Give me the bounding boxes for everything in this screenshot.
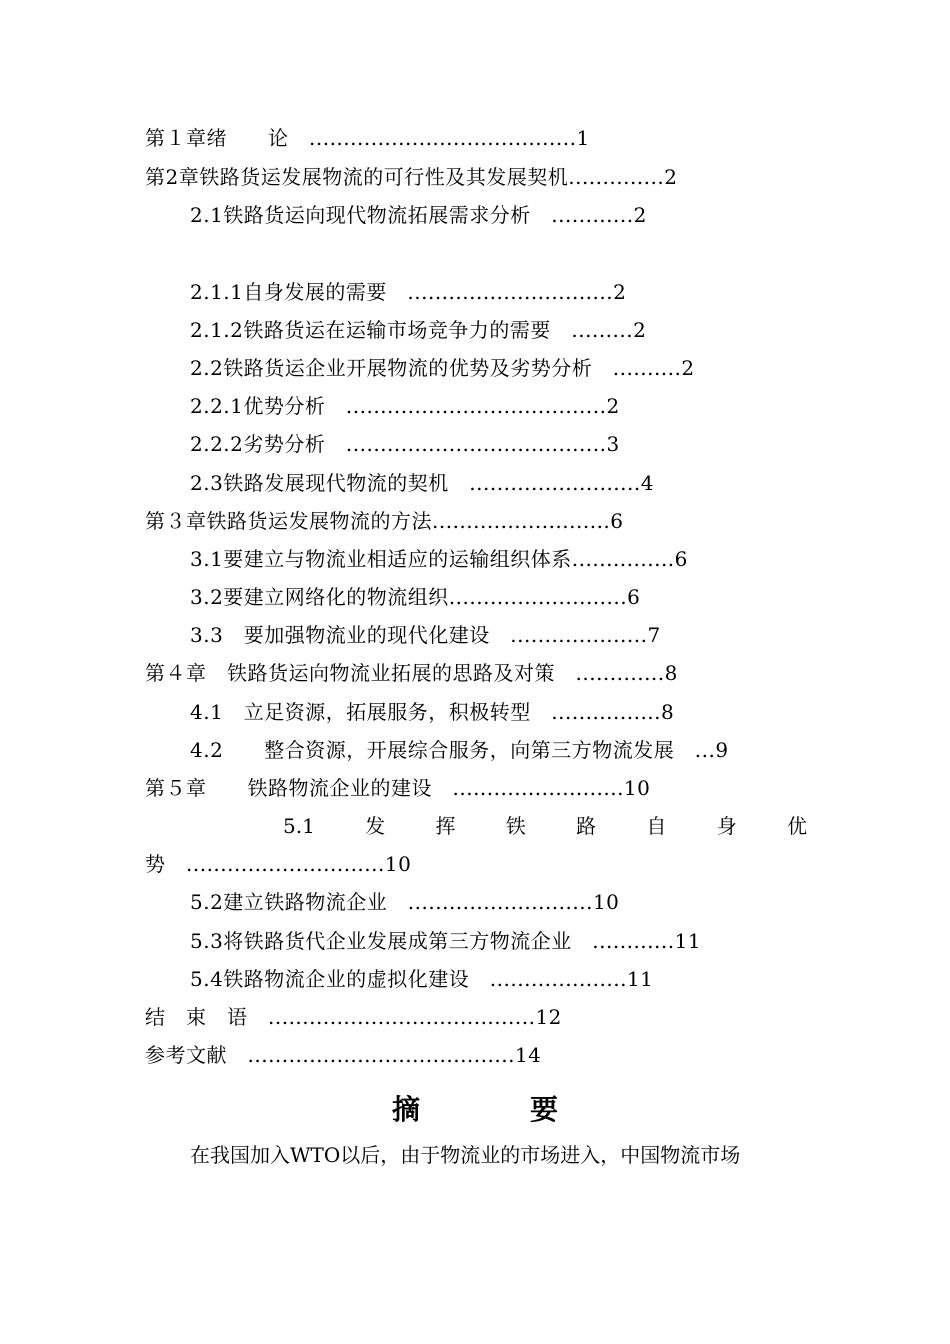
toc-entry-2-1-2[interactable]: 2.1.2铁路货运在运输市场竞争力的需要 .........2 [190, 318, 647, 342]
abstract-heading-char: 要 [530, 1093, 559, 1126]
abstract-heading-char: 摘 [391, 1093, 420, 1126]
toc-5-1-word: 身 [716, 814, 737, 838]
toc-entry-2-1-1[interactable]: 2.1.1自身发展的需要 ..............................2 [190, 280, 627, 304]
toc-5-1-word: 发 [365, 814, 386, 838]
toc-entry-5-1[interactable] [283, 813, 807, 839]
toc-entry-2-1[interactable]: 2.1铁路货运向现代物流拓展需求分析 ............2 [190, 203, 647, 227]
toc-5-1-word: 自 [646, 814, 667, 838]
toc-entry-references[interactable]: 参考文献 .......................................14 [145, 1043, 542, 1067]
toc-entry-2-2-1[interactable]: 2.2.1优势分析 ......................................2 [190, 394, 620, 418]
toc-5-1-word: 路 [576, 814, 597, 838]
toc-5-1-word: 挥 [435, 814, 456, 838]
toc-entry-chapter-3[interactable]: 第３章铁路货运发展物流的方法..........................6 [145, 509, 624, 533]
abstract-heading [0, 1088, 950, 1128]
toc-entry-5-3[interactable]: 5.3将铁路货代企业发展成第三方物流企业 ............11 [190, 929, 702, 953]
toc-entry-2-2-2[interactable]: 2.2.2劣势分析 ......................................3 [190, 432, 620, 456]
toc-entry-3-3[interactable]: 3.3 要加强物流业的现代化建设 ....................7 [190, 623, 661, 647]
toc-entry-3-1[interactable]: 3.1要建立与物流业相适应的运输组织体系...............6 [190, 547, 688, 571]
toc-entry-conclusion[interactable]: 结 束 语 .......................................12 [145, 1005, 562, 1029]
toc-entry-3-2[interactable]: 3.2要建立网络化的物流组织..........................6 [190, 585, 641, 609]
toc-entry-5-2[interactable]: 5.2建立铁路物流企业 ...........................10 [190, 890, 620, 914]
toc-entry-chapter-5[interactable]: 第５章 铁路物流企业的建设 .........................10 [145, 776, 651, 800]
toc-entry-chapter-2[interactable]: 第2章铁路货运发展物流的可行性及其发展契机..............2 [145, 165, 678, 189]
toc-5-1-word: 优 [787, 814, 807, 838]
toc-5-1-word: 5.1 [283, 814, 315, 838]
toc-entry-5-4[interactable]: 5.4铁路物流企业的虚拟化建设 ....................11 [190, 967, 654, 991]
toc-entry-chapter-4[interactable]: 第４章 铁路货运向物流业拓展的思路及对策 .............8 [145, 661, 678, 685]
toc-5-1-word: 铁 [505, 814, 526, 838]
toc-entry-2-3[interactable]: 2.3铁路发展现代物流的契机 .........................4 [190, 471, 654, 495]
toc-entry-4-1[interactable]: 4.1 立足资源，拓展服务，积极转型 ................8 [190, 700, 675, 724]
toc-entry-chapter-1[interactable]: 第１章绪 论 .......................................1 [145, 126, 590, 150]
toc-entry-2-2[interactable]: 2.2铁路货运企业开展物流的优势及劣势分析 ..........2 [190, 356, 695, 380]
toc-entry-4-2[interactable]: 4.2 整合资源，开展综合服务，向第三方物流发展 ...9 [190, 738, 729, 762]
abstract-paragraph: 在我国加入WTO以后，由于物流业的市场进入，中国物流市场 [190, 1143, 741, 1167]
toc-entry-5-1-continued[interactable]: 势 .............................10 [145, 852, 412, 876]
